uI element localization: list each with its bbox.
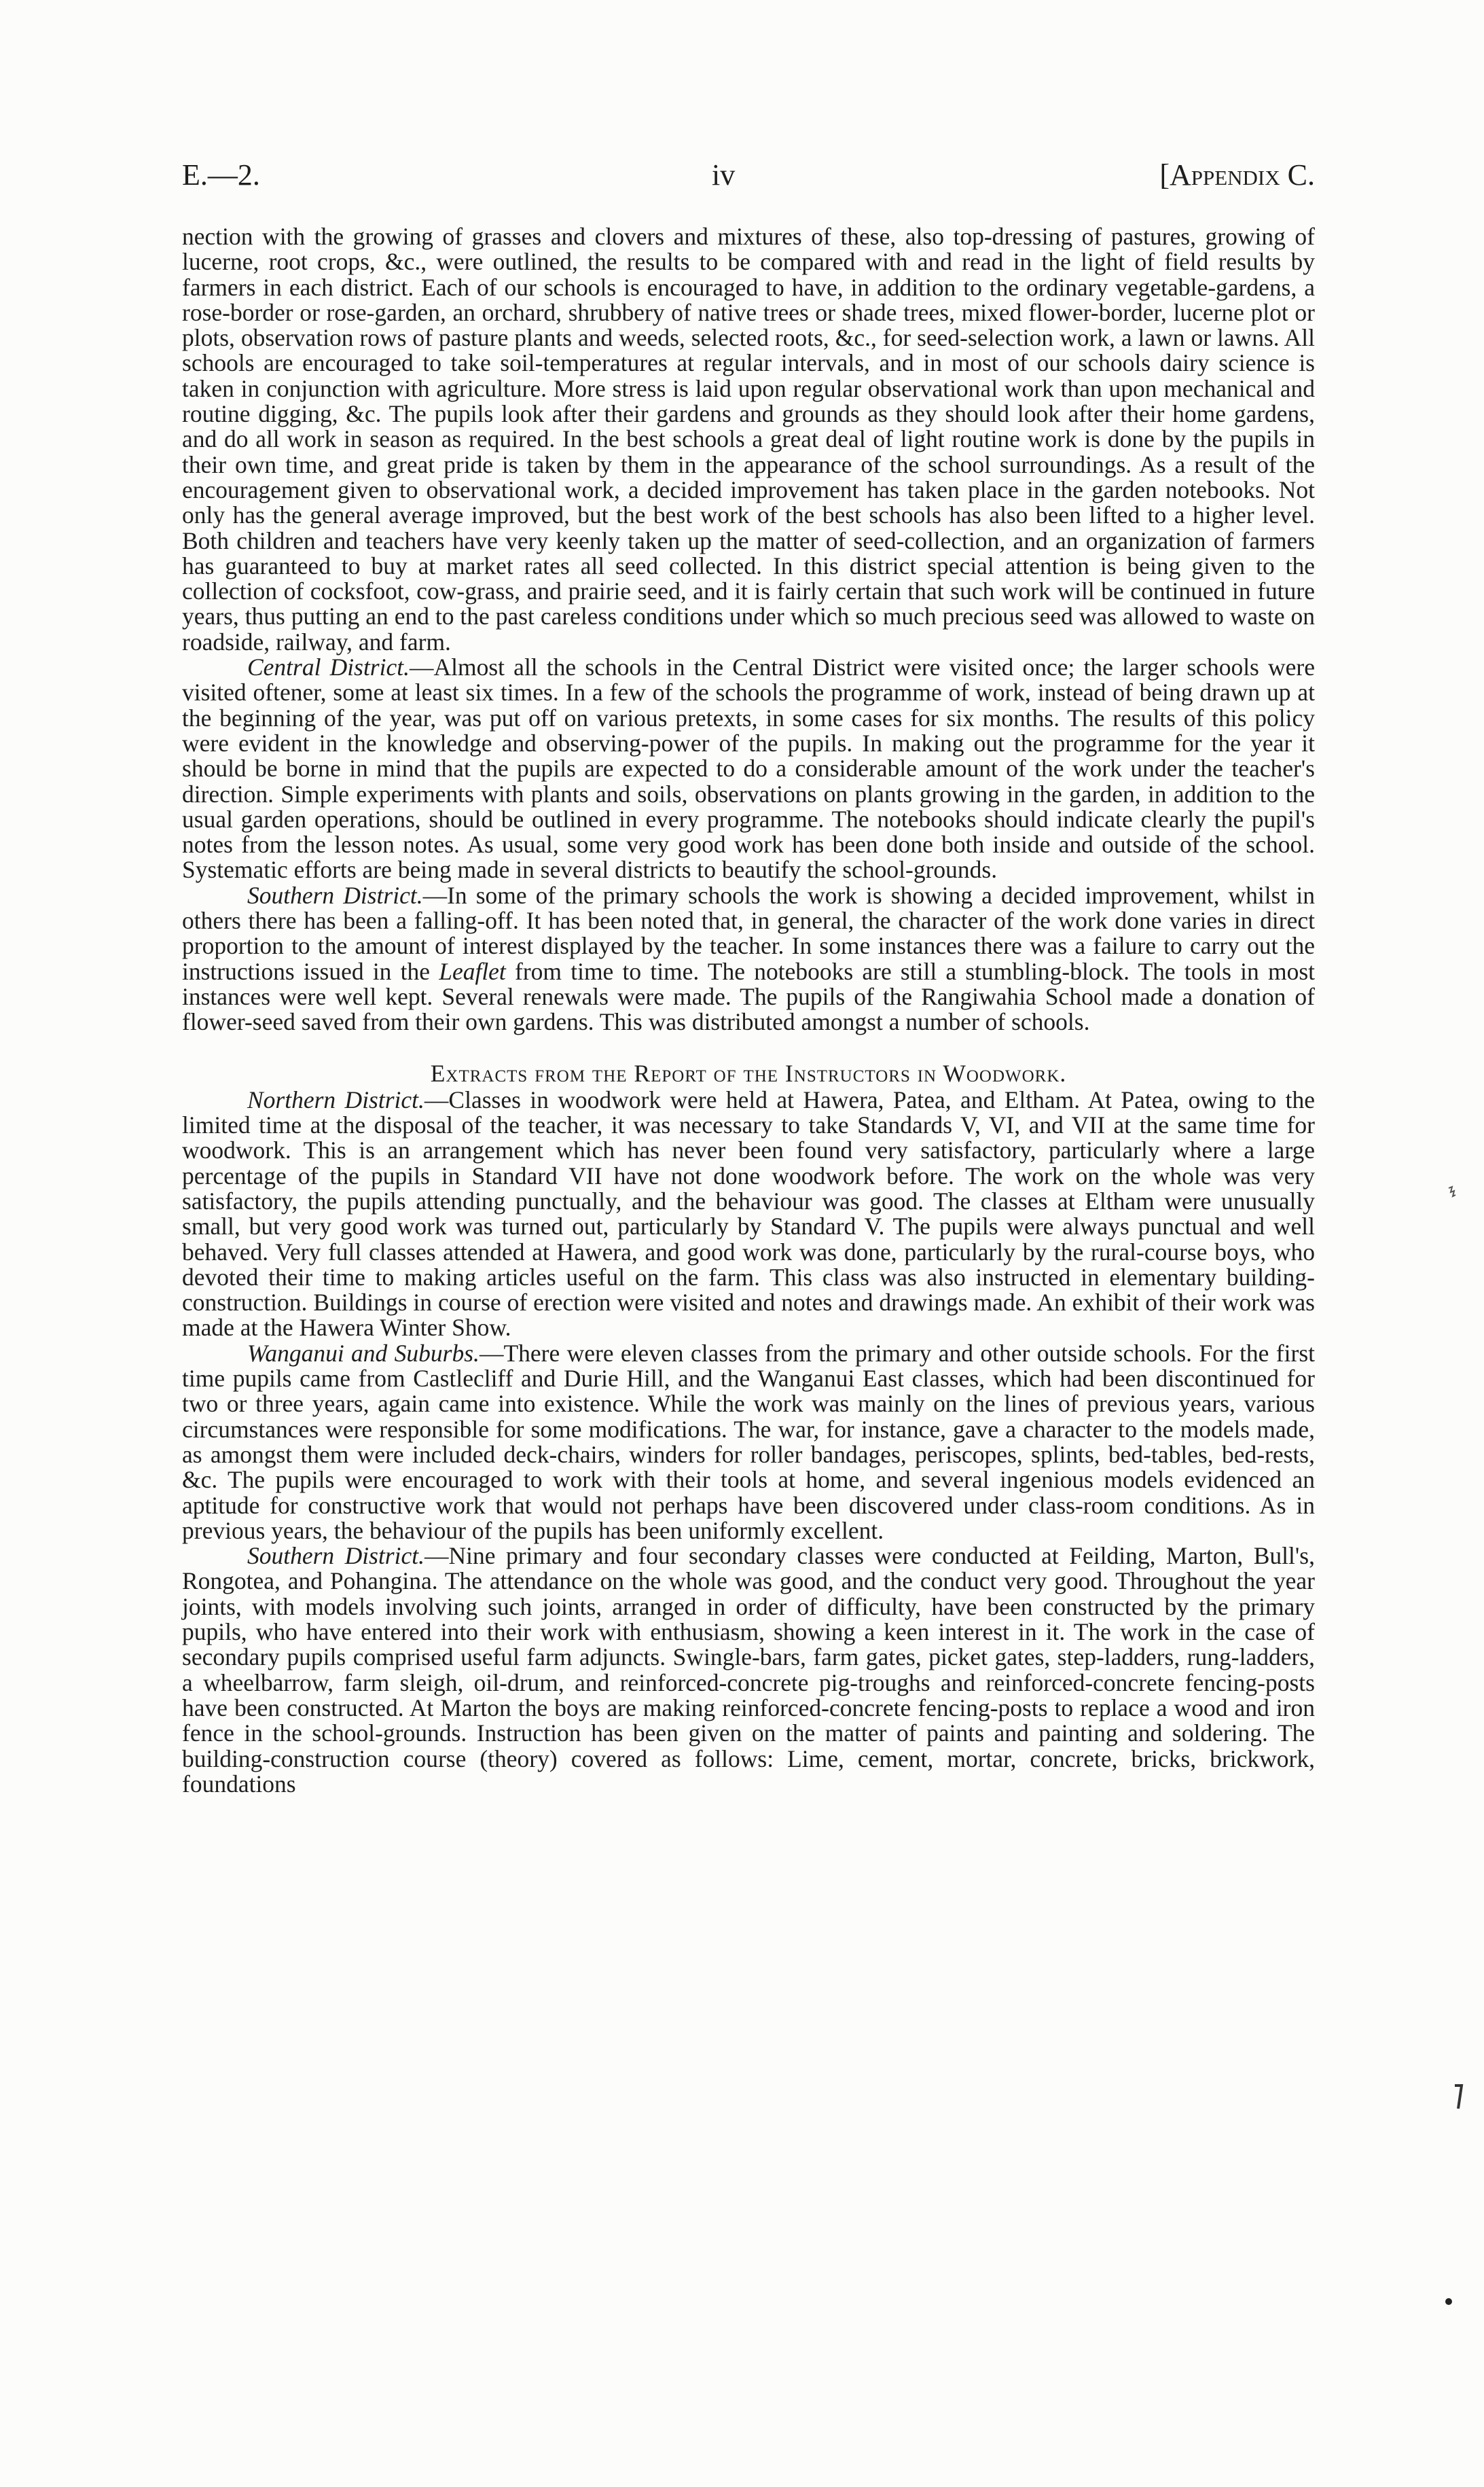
paragraph-text: —In some of the primary schools the work is showing a decided improvement, whilst in others there has been a falling-off. It has been noted that, in general, the character of the work done varies in direct proportion to the amount of interest displayed by the teacher. In some instances there was a failure to carry out the instructions issued in the xyxy=(182,881,1315,985)
section-title: Central District. xyxy=(247,654,410,681)
scan-dot xyxy=(1445,2297,1453,2306)
scan-mark xyxy=(1452,2084,1464,2111)
paragraph-text: nection with the growing of grasses and clovers and mixtures of these, also top-dressing of pastures, growing of lucerne, root crops, &c., were outlined, the results to be compared with and read in the light of field results by farmers in each district. Each of our schools is encouraged to have, in addition to the ordinary vegetable-gardens, a rose-border or rose-garden, an orchard, shrubbery of native trees or shade trees, mixed flower-border, lucerne plot or plots, observation rows of pasture plants and weeds, selected roots, &c., for seed-selection work, a lawn or lawns. All schools are encouraged to take soil-temperatures at regular intervals, and in most of our schools dairy science is taken in conjunction with agriculture. More stress is laid upon regular observational work than upon mechanical and routine digging, &c. The pupils look after their gardens and grounds as they should look after their home gardens, and do all work in season as required. In the best schools a great deal of light routine work is done by the pupils in their own time, and great pride is taken by them in the appearance of the school surroundings. As a result of the encouragement given to observational work, a decided improvement has taken place in the garden notebooks. Not only has the general average improved, but the best work of the best schools has also been lifted to a higher level. Both children and teachers have very keenly taken up the matter of seed-collection, and an organization of farmers has guaranteed to buy at market rates all seed collected. In this district special attention is being given to the collection of cocksfoot, cow-grass, and prairie seed, and it is fairly certain that such work will be continued in future years, thus putting an end to the past careless conditions under which so much precious seed was allowed to waste on roadside, railway, and farm. xyxy=(182,223,1315,656)
page-header xyxy=(182,158,1315,205)
leaflet-title: Leaflet xyxy=(439,957,506,985)
header-appendix: [Appendix C. xyxy=(1159,158,1315,192)
paragraph-text: —There were eleven classes from the primary and other outside schools. For the first time pupils came from Castlecliff and Durie Hill, and the Wanganui East classes, which had been discontinued for two or three years, again came into existence. While the work was mainly on the lines of previous years, various circumstances were responsible for some modifications. The war, for instance, gave a character to the models made, as amongst them were included deck-chairs, winders for roller bandages, periscopes, splints, bed-tables, bed-rests, &c. The pupils were encouraged to work with their tools at home, and several ingenious models evidenced an aptitude for constructive work that would not perhaps have been discovered under class-room conditions. As in previous years, the behaviour of the pupils has been uniformly excellent. xyxy=(182,1339,1315,1544)
page-number: iv xyxy=(712,158,736,192)
scan-mark xyxy=(1447,1185,1458,1202)
section-title: Northern District. xyxy=(247,1086,424,1113)
header-reference: E.—2. xyxy=(182,158,260,192)
paragraph-text: from time to time. The notebooks are still a stumbling-block. The tools in most instances were well kept. Several renewals were made. The pupils of the Rangiwahia School made a donation of flower-seed saved from their own gardens. This was distributed amongst a number of schools. xyxy=(182,957,1315,1036)
paragraph-northern-district xyxy=(182,1088,1315,1341)
paragraph-southern-district-woodwork xyxy=(182,1543,1315,1797)
paragraph-intro xyxy=(182,224,1315,655)
body-text xyxy=(182,224,1315,1797)
paragraph-text: —Nine primary and four secondary classes were conducted at Feilding, Marton, Bull's, Rongotea, and Pohangina. The attendance on the whole was good, and the conduct very good. Throughout the year joints, with models involving such joints, arranged in order of difficulty, have been constructed by the primary pupils, who have entered into their work with enthusiasm, showing a keen interest in it. The work in the case of secondary pupils comprised useful farm adjuncts. Swingle-bars, farm gates, picket gates, step-ladders, rung-ladders, a wheelbarrow, farm sleigh, oil-drum, and reinforced-concrete pig-troughs and reinforced-concrete fencing-posts have been constructed. At Marton the boys are making reinforced-concrete fencing-posts to replace a wood and iron fence in the school-grounds. Instruction has been given on the matter of paints and painting and soldering. The building-construction course (theory) covered as follows: Lime, cement, mortar, concrete, bricks, brickwork, foundations xyxy=(182,1542,1315,1797)
section-title: Southern District. xyxy=(247,881,423,909)
paragraph-wanganui-suburbs xyxy=(182,1341,1315,1543)
section-title: Southern District. xyxy=(247,1542,424,1570)
paragraph-southern-district xyxy=(182,883,1315,1035)
section-title: Wanganui and Suburbs. xyxy=(247,1339,479,1367)
section-heading: Extracts from the Report of the Instructors in Woodwork. xyxy=(430,1059,1067,1087)
paragraph-central-district xyxy=(182,655,1315,883)
paragraph-text: —Almost all the schools in the Central District were visited once; the larger schools were visited oftener, some at least six times. In a few of the schools the programme of work, instead of being drawn up at the beginning of the year, was put off on various pretexts, in some cases for six months. The results of this policy were evident in the knowledge and observing-power of the pupils. In making out the programme for the year it should be borne in mind that the pupils are expected to do a considerable amount of the work under the teacher's direction. Simple experiments with plants and soils, observations on plants growing in the garden, in addition to the usual garden operations, should be outlined in every programme. The notebooks should indicate clearly the pupil's notes from the lesson notes. As usual, some very good work has been done both inside and outside of the school. Systematic efforts are being made in several districts to beautify the school-grounds. xyxy=(182,654,1315,884)
paragraph-text: —Classes in woodwork were held at Hawera, Patea, and Eltham. At Patea, owing to the limited time at the disposal of the teacher, it was necessary to take Standards V, VI, and VII at the same time for woodwork. This is an arrangement which has never been found very satisfactory, particularly where a large percentage of the pupils in Standard VII have not done woodwork before. The work on the whole was very satisfactory, the pupils attending punctually, and the behaviour was good. The classes at Eltham were unusually small, but very good work was turned out, particularly by Standard V. The pupils were always punctual and well behaved. Very full classes attended at Hawera, and good work was done, particularly by the rural-course boys, who devoted their time to making articles useful on the farm. This class was also instructed in elementary building-construction. Buildings in course of erection were visited and notes and drawings made. An exhibit of their work was made at the Hawera Winter Show. xyxy=(182,1086,1315,1342)
